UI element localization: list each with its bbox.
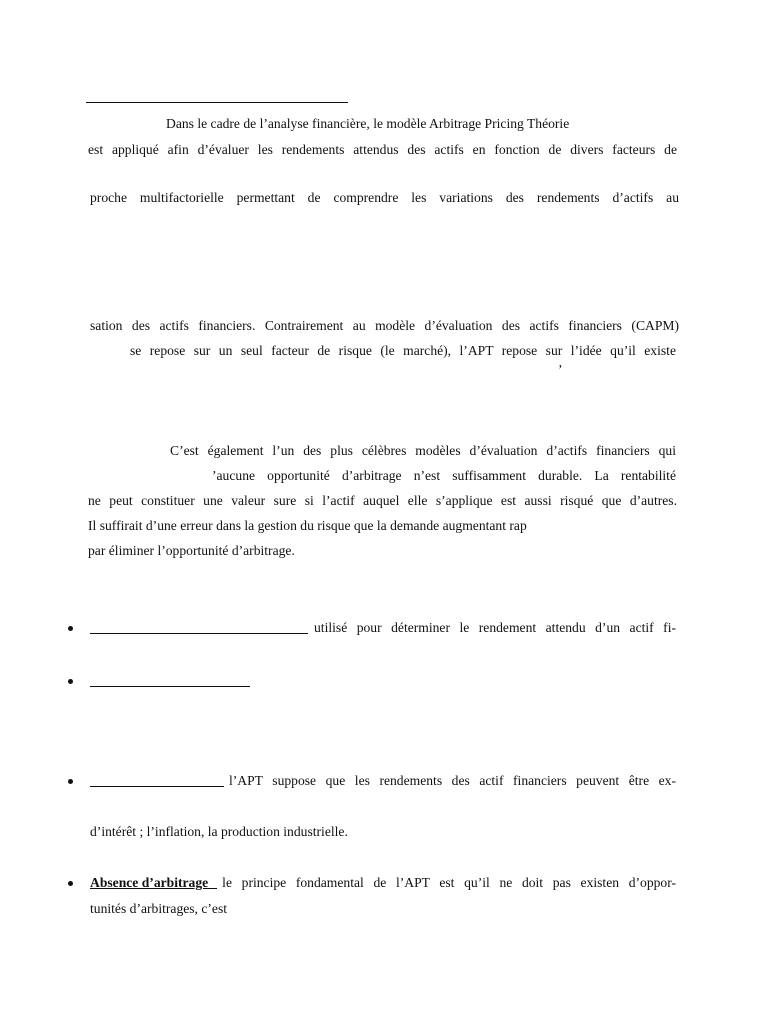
intro-line-4: sation des actifs financiers. Contrairement au modèle d’évaluation des actifs financiers (CAPM) [90,318,679,333]
bullet-dot [68,679,73,684]
bullet-1 [90,620,676,636]
bullet-dot [68,779,73,784]
intro-apostrophe: ’ [558,362,563,377]
bullet-dot [68,626,73,631]
blank-line [208,875,217,889]
para2-line-4: Il suffirait d’une erreur dans la gestion du risque que la demande augmentant rap [88,518,527,533]
bullet-2 [90,673,250,691]
bullet-4 [90,875,676,891]
bullet-4-text: le principe fondamental de l’APT est qu’il ne doit pas existen d’oppor- [222,875,676,890]
intro-line-2: est appliqué afin d’évaluer les rendements attendus des actifs en fonction de divers facteurs de [88,142,677,157]
para2-line-5: par éliminer l’opportunité d’arbitrage. [88,543,295,558]
bullet-4-continuation: tunités d’arbitrages, c’est [90,901,228,916]
bullet-3-continuation: d’intérêt ; l’inflation, la production industrielle. [90,824,348,839]
para2-line-3: ne peut constituer une valeur sure si l’actif auquel elle s’applique est aussi risqué que d’autres. [88,493,677,508]
title-underline [86,102,348,103]
intro-line-1: Dans le cadre de l’analyse financière, le modèle Arbitrage Pricing Théorie [166,116,570,131]
para2-line-1: C’est également l’un des plus célèbres modèles d’évaluation d’actifs financiers qui [170,443,676,458]
intro-line-3: proche multifactorielle permettant de comprendre les variations des rendements d’actifs au [90,190,679,205]
bullet-dot [68,881,73,886]
bullet-1-text: utilisé pour déterminer le rendement attendu d’un actif fi- [314,620,676,635]
blank-line [90,673,250,687]
bullet-3-text: l’APT suppose que les rendements des actif financiers peuvent être ex- [229,773,676,788]
intro-line-5: se repose sur un seul facteur de risque (le marché), l’APT repose sur l’idée qu’il existe [130,343,676,358]
bullet-3 [90,773,676,789]
para2-line-2: ’aucune opportunité d’arbitrage n’est suffisamment durable. La rentabilité [212,468,676,483]
blank-line [90,773,224,787]
bullet-4-title: Absence d’arbitrage [90,875,209,890]
blank-line [90,620,308,634]
